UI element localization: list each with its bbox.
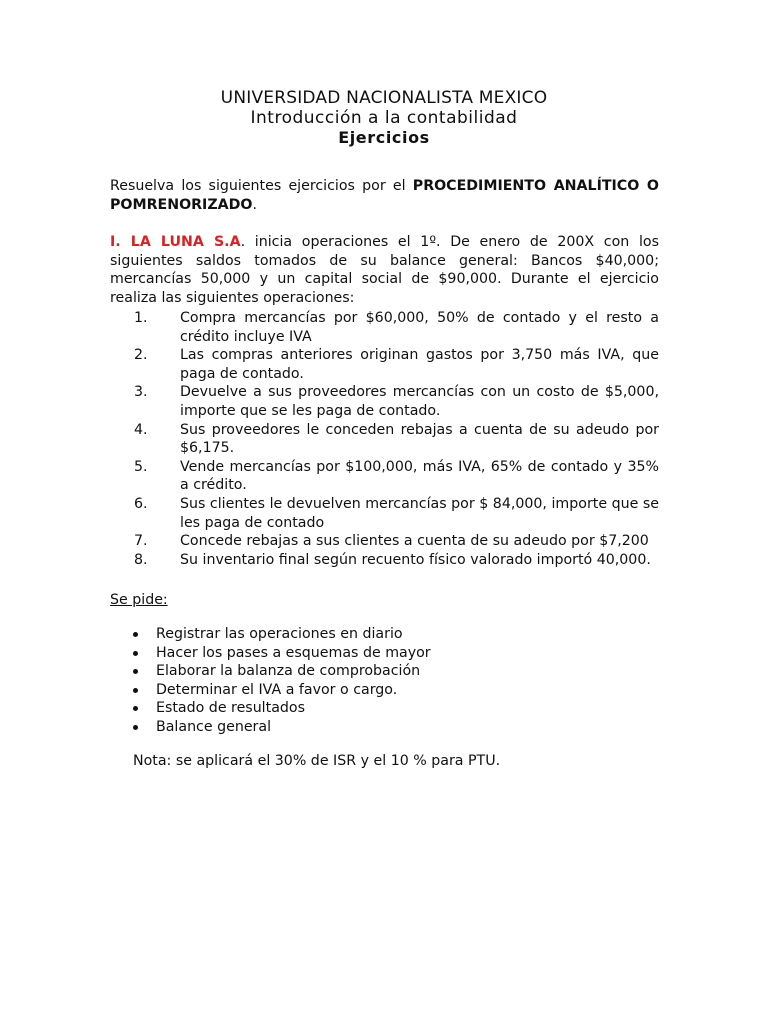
bullet-icon <box>133 688 138 693</box>
requirement-text: Determinar el IVA a favor o cargo. <box>156 681 398 698</box>
method-name: PROCEDIMIENTO ANALÍTICO O POMRENORIZADO <box>110 178 659 213</box>
course-title: Introducción a la contabilidad <box>250 108 518 128</box>
requirement-text: Estado de resultados <box>156 700 305 717</box>
operation-text: Concede rebajas a sus clientes a cuenta de su adeudo por $7,200 <box>180 533 649 550</box>
operation-item <box>110 458 659 495</box>
requirements-label: Se pide: <box>110 592 168 608</box>
operations-list <box>110 309 659 569</box>
operation-number: 6. <box>134 495 148 512</box>
problem-text: . inicia operaciones el 1º. De enero de 200X con los siguientes saldos tomados de su balance general: Bancos $40,000; mercancías 50,000 y un capital social de $90,000. Durante el ejercicio realiza las siguientes operaciones: <box>110 234 659 306</box>
operation-item <box>110 532 659 551</box>
operation-item <box>110 383 659 420</box>
operation-item <box>110 551 659 570</box>
requirement-text: Hacer los pases a esquemas de mayor <box>156 644 431 661</box>
tax-note: Nota: se aplicará el 30% de ISR y el 10 % para PTU. <box>133 753 501 769</box>
instructions-text: Resuelva los siguientes ejercicios por el <box>110 178 413 194</box>
requirements-list <box>133 625 431 737</box>
operation-number: 4. <box>134 421 148 438</box>
operation-item <box>110 309 659 346</box>
operation-number: 8. <box>134 551 148 568</box>
requirement-text: Balance general <box>156 718 272 735</box>
operation-number: 3. <box>134 384 148 401</box>
requirement-item <box>133 625 431 644</box>
university-title: UNIVERSIDAD NACIONALISTA MEXICO <box>220 88 548 108</box>
problem-paragraph <box>110 233 659 307</box>
operation-text: Las compras anteriores originan gastos por 3,750 más IVA, que paga de contado. <box>180 347 659 382</box>
operation-number: 2. <box>134 347 148 364</box>
bullet-icon <box>133 632 138 637</box>
operation-number: 7. <box>134 533 148 550</box>
company-name: I. LA LUNA S.A <box>110 234 241 250</box>
bullet-icon <box>133 651 138 656</box>
operation-text: Compra mercancías por $60,000, 50% de contado y el resto a crédito incluye IVA <box>180 310 659 345</box>
instructions-end: . <box>252 196 257 213</box>
bullet-icon <box>133 725 138 730</box>
requirement-item <box>133 644 431 663</box>
operation-text: Sus clientes le devuelven mercancías por $ 84,000, importe que se les paga de contado <box>180 495 659 531</box>
bullet-icon <box>133 706 138 711</box>
operation-item <box>110 346 659 383</box>
operation-number: 5. <box>134 458 148 475</box>
requirement-item <box>133 718 431 737</box>
instructions-paragraph <box>110 177 659 214</box>
requirement-text: Registrar las operaciones en diario <box>156 626 403 642</box>
requirement-item <box>133 662 431 681</box>
operation-item <box>110 495 659 532</box>
bullet-icon <box>133 669 138 674</box>
requirement-item <box>133 681 431 700</box>
requirement-text: Elaborar la balanza de comprobación <box>156 663 421 680</box>
operation-text: Sus proveedores le conceden rebajas a cuenta de su adeudo por $6,175. <box>180 421 659 457</box>
operation-number: 1. <box>134 310 148 326</box>
operation-text: Devuelve a sus proveedores mercancías con un costo de $5,000, importe que se les paga de contado. <box>180 384 659 419</box>
operation-text: Su inventario final según recuento físico valorado importó 40,000. <box>180 551 651 568</box>
section-title: Ejercicios <box>338 128 430 147</box>
requirement-item <box>133 699 431 718</box>
operation-text: Vende mercancías por $100,000, más IVA, 65% de contado y 35% a crédito. <box>180 458 659 494</box>
operation-item <box>110 421 659 458</box>
